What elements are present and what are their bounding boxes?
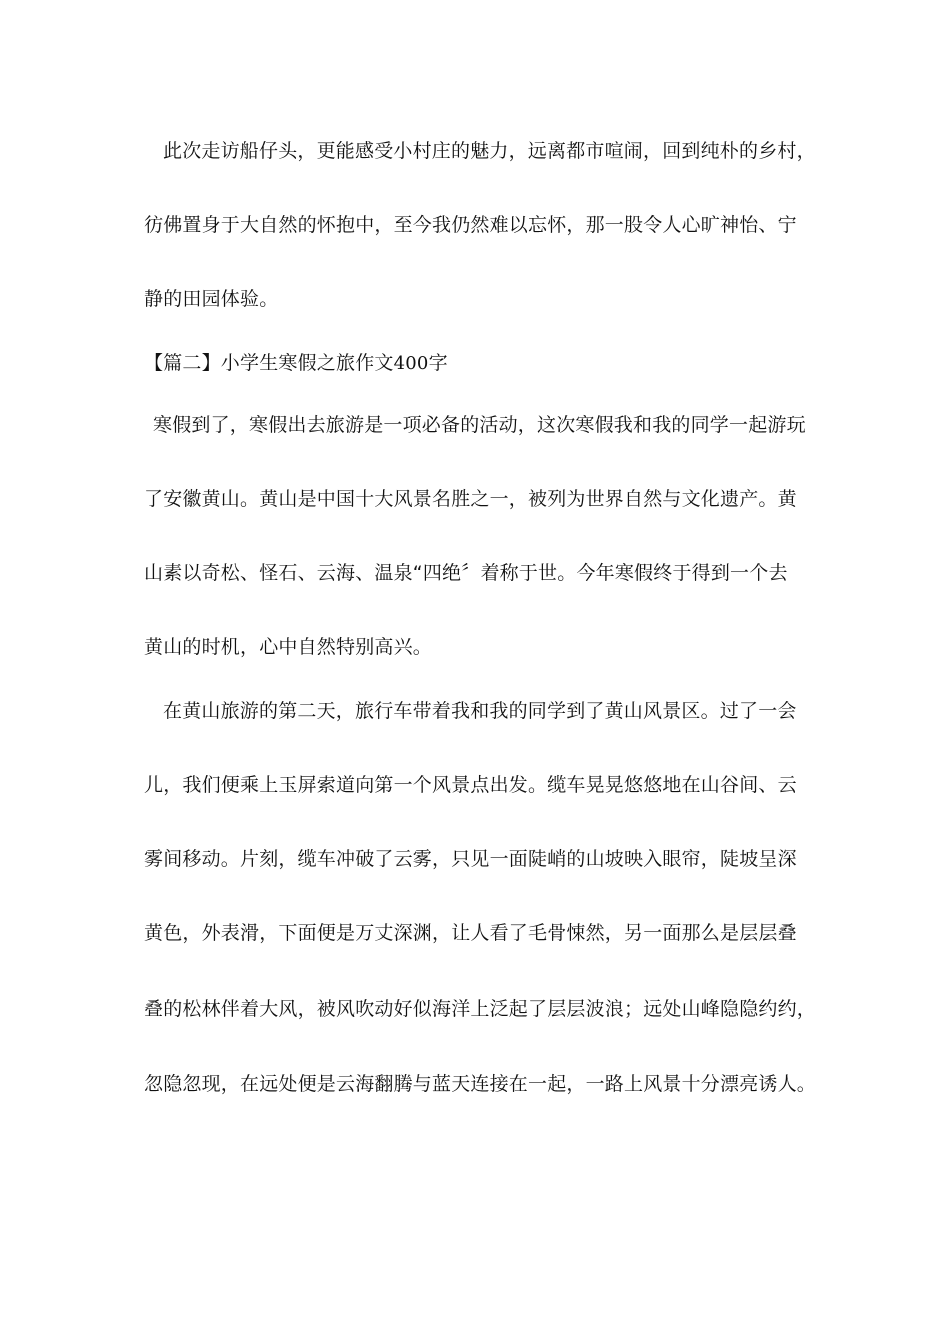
paragraph-3-line-6: 忽隐忽现，在远处便是云海翻腾与蓝天连接在一起，一路上风景十分漂亮诱人。 — [144, 1073, 817, 1095]
section-heading — [144, 350, 814, 377]
paragraph-1-line-1: 此次走访船仔头，更能感受小村庄的魅力，远离都市喧闹，回到纯朴的乡村， — [163, 140, 816, 162]
paragraph-1-line-2: 彷佛置身于大自然的怀抱中，至今我仍然难以忘怀，那一股令人心旷神怡、宁 — [144, 214, 797, 236]
paragraph-3-line-4: 黄色，外表滑，下面便是万丈深渊，让人看了毛骨悚然，另一面那么是层层叠 — [144, 922, 797, 944]
paragraph-3-line-2: 儿，我们便乘上玉屏索道向第一个风景点出发。缆车晃晃悠悠地在山谷间、云 — [144, 774, 797, 796]
paragraph-3-line-1: 在黄山旅游的第二天，旅行车带着我和我的同学到了黄山风景区。过了一会 — [163, 700, 797, 722]
paragraph-2-line-1: 寒假到了，寒假出去旅游是一项必备的活动，这次寒假我和我的同学一起游玩 — [153, 414, 806, 436]
paragraph-3-line-5: 叠的松林伴着大风，被风吹动好似海洋上泛起了层层波浪；远处山峰隐隐约约， — [144, 998, 817, 1020]
paragraph-2-line-2: 了安徽黄山。黄山是中国十大风景名胜之一，被列为世界自然与文化遗产。黄 — [144, 488, 797, 510]
heading-prefix: 【篇二】小学生寒假之旅作文 — [144, 352, 394, 374]
paragraph-2-line-3: 山素以奇松、怪石、云海、温泉“四绝〞着称于世。今年寒假终于得到一个去 — [144, 562, 788, 584]
heading-number: 400 — [393, 353, 429, 374]
heading-suffix: 字 — [428, 352, 448, 374]
paragraph-2-line-4: 黄山的时机，心中自然特别高兴。 — [144, 636, 433, 658]
paragraph-3-line-3: 雾间移动。片刻，缆车冲破了云雾，只见一面陡峭的山坡映入眼帘，陡坡呈深 — [144, 848, 797, 870]
paragraph-1-line-3: 静的田园体验。 — [144, 288, 279, 310]
